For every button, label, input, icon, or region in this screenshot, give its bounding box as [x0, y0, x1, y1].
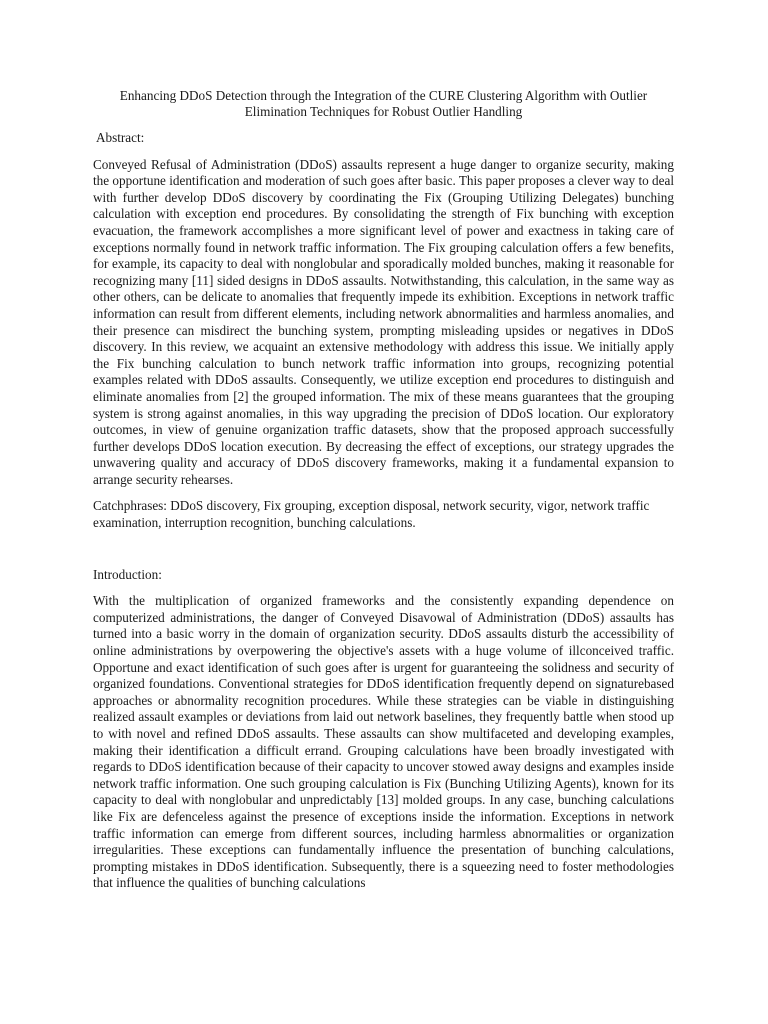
- paper-page: [93, 88, 674, 892]
- introduction-paragraph: With the multiplication of organized frameworks and the consistently expanding dependence on computerized administrations, the danger of Conveyed Disavowal of Administration (DDoS) assaults has turned into a basic worry in the domain of organization security. DDoS assaults disturb the accessibility of online administrations by overpowering the objective's assets with a huge volume of illconceived traffic. Opportune and exact identification of such goes after is urgent for guaranteeing the solidness and security of organized foundations. Conventional strategies for DDoS identification frequently depend on signaturebased approaches or abnormality recognition procedures. While these strategies can be viable in distinguishing realized assault examples or deviations from laid out network baselines, they frequently battle when stood up to with novel and refined DDoS assaults. These assaults can show multifaceted and developing examples, making their identification a difficult errand. Grouping calculations have been broadly investigated with regards to DDoS identification because of their capacity to uncover stowed away designs and examples inside network traffic information. One such grouping calculation is Fix (Bunching Utilizing Agents), known for its capacity to deal with nonglobular and unpredictably [13] molded groups. In any case, bunching calculations like Fix are defenceless against the presence of exceptions inside the information. Exceptions in network traffic information can emerge from different sources, including harmless abnormalities or organization irregularities. These exceptions can fundamentally influence the presentation of bunching calculations, prompting mistakes in DDoS identification. Subsequently, there is a squeezing need to foster methodologies that influence the qualities of bunching calculations: [93, 593, 674, 891]
- introduction-heading: Introduction:: [93, 566, 162, 582]
- keywords-paragraph: Catchphrases: DDoS discovery, Fix grouping, exception disposal, network security, vigor, network traffic examination, interruption recognition, bunching calculations.: [93, 498, 650, 531]
- paper-title: Enhancing DDoS Detection through the Integration of the CURE Clustering Algorithm with Outlier Elimination Techniques for Robust Outlier Handling: [119, 88, 648, 119]
- abstract-paragraph: Conveyed Refusal of Administration (DDoS) assaults represent a huge danger to organize security, making the opportune identification and moderation of such goes after basic. This paper proposes a clever way to deal with further develop DDoS discovery by coordinating the Fix (Grouping Utilizing Delegates) bunching calculation with exception end procedures. By consolidating the strength of Fix bunching with exception evacuation, the framework accomplishes a more significant level of power and exactness in taking care of exceptions normally found in network traffic information. The Fix grouping calculation offers a few benefits, for example, its capacity to deal with nonglobular and sporadically molded bunches, making it reasonable for recognizing many [11] sided designs in DDoS assaults. Notwithstanding, this calculation, in the same way as other others, can be delicate to anomalies that frequently impede its exhibition. Exceptions in network traffic information can result from different elements, including network abnormalities and harmless anomalies, and their presence can misdirect the bunching system, prompting misleading upsides or negatives in DDoS discovery. In this review, we acquaint an extensive methodology with address this issue. We initially apply the Fix bunching calculation to bunch network traffic information into groups, recognizing potential examples related with DDoS assaults. Consequently, we utilize exception end procedures to distinguish and eliminate anomalies from [2] the grouped information. The mix of these means guarantees that the grouping system is strong against anomalies, in this way upgrading the precision of DDoS location. Our exploratory outcomes, in view of genuine organization traffic datasets, show that the proposed approach successfully further develops DDoS location execution. By decreasing the effect of exceptions, our strategy upgrades the unwavering quality and accuracy of DDoS discovery frameworks, making it a fundamental expansion to arrange security rehearses.: [93, 156, 674, 487]
- abstract-heading: Abstract:: [96, 130, 145, 145]
